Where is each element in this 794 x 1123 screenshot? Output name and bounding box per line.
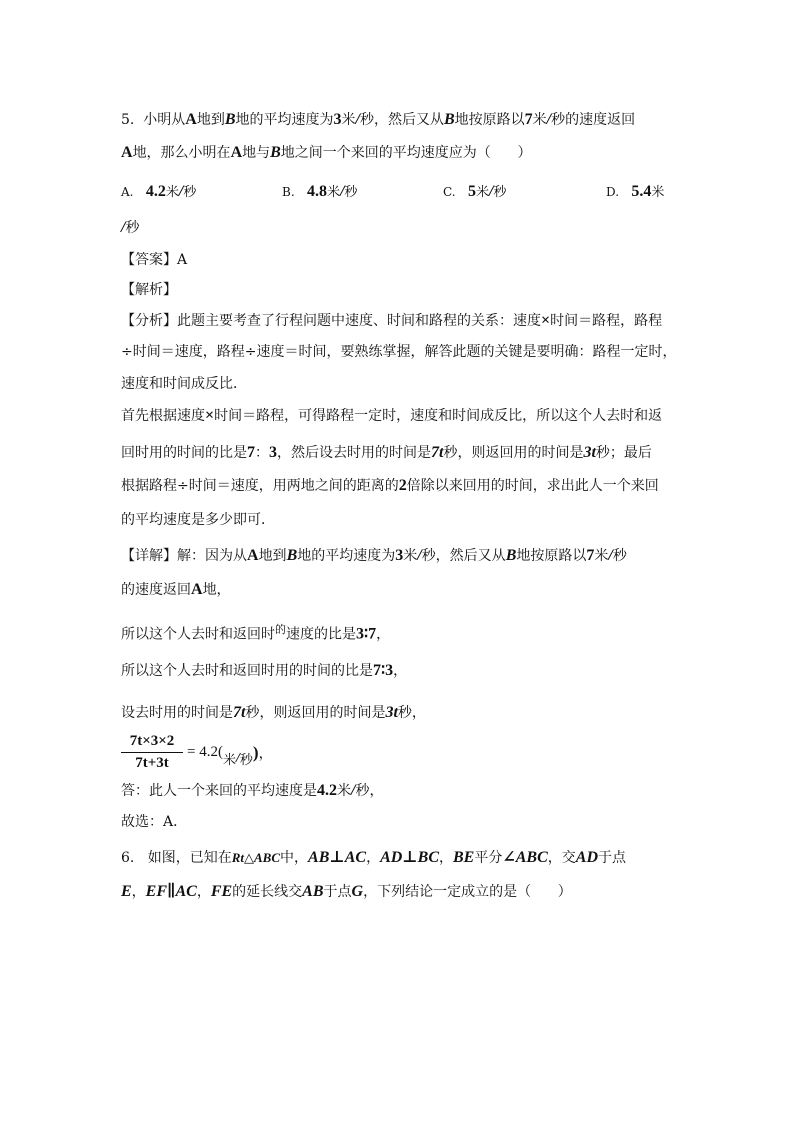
detail-text: 答：此人一个来回的平均速度是 [121,783,317,799]
point-a: A [230,144,243,161]
q6-text: 于点 [323,884,352,900]
option-d [606,181,664,201]
detail-text: 所以这个人去时和返回时用的时间的比是 [121,663,373,679]
multiplier: 2 [398,477,407,494]
q5-text: 秒的速度返回 [551,112,636,128]
unit: 米 [337,783,351,799]
formula-paren: ) [252,742,259,762]
q6-text: ， [366,850,381,866]
ratio-value: 3 [269,444,277,461]
detail-line4 [121,661,407,681]
detail-text: 地到 [258,548,287,564]
detail-text: 的 [275,623,286,636]
point-a: A [121,144,133,161]
option-letter: C. [443,185,456,199]
detail-text: 秒， [397,705,426,721]
option-letter: B. [282,185,295,199]
analysis-text: 时间＝路程，路程 [550,313,663,329]
slash: / [340,183,345,200]
q5-text: 秒，然后又从 [359,112,444,128]
detail-text: 地按原路以 [516,548,587,564]
detail-text: 秒，则返回用的时间是 [245,705,386,721]
method-text: 秒；最后 [595,445,652,461]
q5-text: 地与 [242,145,271,161]
q5-text: 地的平均速度为 [235,112,334,128]
analysis-label: 【解析】 [121,282,177,298]
times-sign: × [541,312,551,329]
unit: 米 [594,548,609,564]
math-expr: AD⊥BC [380,849,439,866]
detail-text: 地， [202,582,231,598]
detail-text: ， [258,745,273,762]
slash: / [355,111,360,128]
unit: 米 [222,753,236,768]
analysis-line2: ÷时间＝速度，路程÷速度＝时间，要熟练掌握，解答此题的关键是要明确：路程一定时， [121,344,677,360]
fraction [121,733,183,772]
method-line1 [121,406,662,426]
ratio: 7∶3 [373,662,394,679]
q6-text: 于点 [598,850,626,866]
math-expr: AB [302,883,324,900]
fraction-denominator: 7t+3t [135,755,169,771]
unit: 米 [403,548,418,564]
times-sign: × [205,407,215,424]
detail-text: 设去时用的时间是 [121,705,233,721]
detail-text: ， [376,626,391,643]
slash: / [608,547,613,564]
time-expr: 3t [583,444,596,461]
method-line3 [121,476,659,496]
detail-text: 秒，然后又从 [421,548,506,564]
option-letter: D. [606,185,620,199]
unit: 米 [341,112,356,128]
q5-text: 地，那么小明在 [132,145,231,161]
method-line4: 的平均速度是多少即可． [121,512,275,528]
analysis-line1 [121,311,662,331]
fraction-numerator: 7t×3×2 [129,733,175,749]
q5-text: 地之间一个来回的平均速度应为（ ） [280,145,532,161]
option-a [121,181,196,201]
q6-text: 平分 [474,850,503,866]
unit: 秒 [612,548,627,564]
speed-value: 3 [333,111,342,128]
q6-text: ， [196,884,211,900]
formula-result: = 4.2( [187,744,223,760]
unit: 米 [165,185,179,200]
unit: 秒 [493,185,507,200]
option-d-continued [121,218,139,238]
unit: 米 [651,185,665,200]
ratio: 3∶7 [356,625,377,643]
slash: / [417,547,422,564]
slash: / [178,183,184,200]
math-expr: AD [575,849,598,866]
detail-line2 [121,580,231,600]
answer-label: 【答案】A [121,252,188,268]
fraction-bar [121,752,183,753]
point-b: B [505,547,517,564]
method-text: 根据路程÷时间＝速度，用两地之间的距离的 [121,478,399,494]
unit: 米 [532,112,547,128]
point-g: G [351,883,364,900]
analysis-text: 【分析】此题主要考查了行程问题中速度、时间和路程的关系：速度 [121,313,541,329]
point-b: B [270,144,281,161]
method-text: 时间＝路程，可得路程一定时，速度和时间成反比，所以这个人去时和返 [214,408,663,424]
unit: 秒 [344,185,358,200]
time-expr: 3t [385,704,398,721]
detail-text: 【详解】解：因为从 [121,548,247,564]
math-expr: ∠ABC [502,849,548,866]
method-text: 秒，则返回用的时间是 [443,445,584,461]
detail-text: 地的平均速度为 [297,548,396,564]
option-letter: A. [121,185,134,199]
point-a: A [185,111,197,128]
method-text: 首先根据速度 [121,408,205,424]
time-expr: 7t [431,444,444,461]
q6-stem-line1 [121,848,626,868]
speed-value: 4.2 [317,782,337,799]
option-value: 5.4 [631,183,652,200]
triangle-expr: Rt△ABC [231,850,281,865]
detail-text: 速度的比是 [286,626,356,643]
q6-text: 中， [280,850,309,866]
slash: / [121,219,126,236]
q6-text: ， [131,884,146,900]
method-text: ，然后设去时用的时间是 [277,445,431,461]
speed-value: 7 [586,547,595,564]
q5-stem-line2 [121,143,532,163]
point-a: A [247,547,259,564]
method-text: 回时用的时间的比是 [121,445,247,461]
unit: 米 [475,185,489,200]
method-text: 倍除以来回用的时间，求出此人一个来回 [406,478,659,494]
detail-choice: 故选：A． [121,814,188,830]
colon: ： [255,445,269,461]
q5-stem-line1 [121,110,635,130]
q6-text: ， [439,850,453,866]
speed-formula [121,733,273,772]
point-e: E [121,883,132,900]
speed-value: 7 [524,111,533,128]
q6-text: ，下列结论一定成立的是（ ） [363,884,572,900]
point-b: B [224,111,236,128]
math-expr: FE [210,883,233,900]
point-b: B [286,547,298,564]
math-expr: BE [453,849,475,866]
detail-text: 的速度返回 [121,582,191,598]
math-expr: EF∥AC [145,883,197,900]
time-expr: 7t [233,704,246,721]
unit: 秒 [125,220,140,236]
method-line2 [121,443,652,463]
option-value: 4.2 [145,183,166,200]
q5-text: 5. 小明从 [121,112,186,128]
detail-line5 [121,703,426,723]
option-value: 5 [467,183,476,200]
slash: / [546,111,552,128]
q6-text: 6. 如图，已知在 [121,850,232,866]
option-value: 4.8 [307,183,328,200]
option-c [443,181,506,201]
q6-text: 的延长线交 [232,884,303,900]
detail-line3 [121,620,390,645]
unit: 米 [327,185,341,200]
option-b [282,181,358,201]
q5-text: 地按原路以 [454,112,525,128]
ratio-value: 7 [247,444,255,461]
slash: / [351,782,356,799]
point-a: A [191,581,203,598]
q6-text: ，交 [547,850,576,866]
detail-text: ， [393,663,408,679]
slash: / [489,183,494,200]
slash: / [235,750,240,766]
detail-text: 秒， [355,783,384,799]
q6-stem-line2 [121,882,572,902]
point-b: B [443,111,455,128]
analysis-line3: 速度和时间成反比． [121,376,247,392]
q5-text: 地到 [196,112,225,128]
speed-value: 3 [395,547,404,564]
math-expr: AB⊥AC [308,849,367,866]
detail-text: 所以这个人去时和返回时 [121,626,275,643]
detail-line1 [121,546,627,566]
unit: 秒 [183,185,197,200]
detail-answer [121,781,383,801]
unit: 秒 [239,753,253,768]
